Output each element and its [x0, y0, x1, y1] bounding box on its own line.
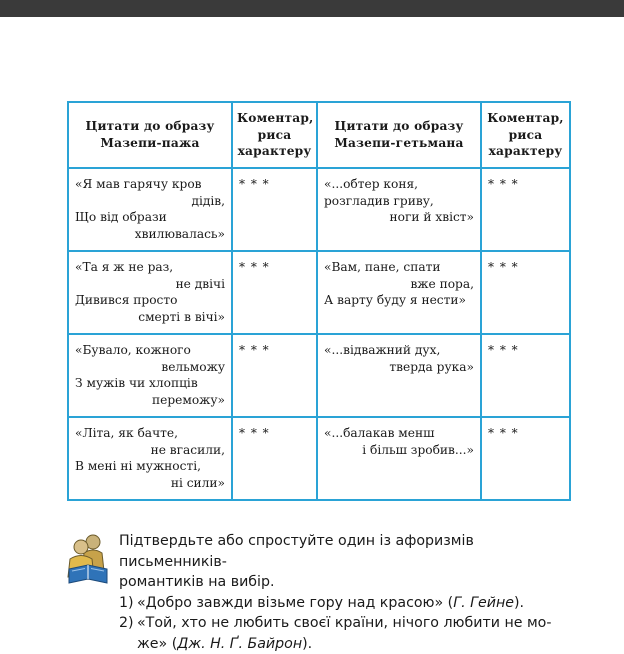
- placeholder-stars: * * *: [488, 425, 563, 442]
- item-text: «Той, хто не любить своєї країни, нічого любити не мо-: [137, 615, 551, 631]
- placeholder-stars: * * *: [488, 176, 563, 193]
- quote-line: не двічі: [75, 276, 225, 293]
- task-intro-line-2: романтиків на вибір.: [119, 572, 573, 593]
- task-intro-line-1: Підтвердьте або спростуйте один із афоризмів письменників-: [119, 531, 573, 572]
- placeholder-stars: * * *: [488, 259, 563, 276]
- header-comment-2: Коментар, риса характеру: [481, 102, 570, 168]
- comment-cell: [232, 334, 317, 417]
- quote-line: хвилювалась»: [75, 226, 225, 243]
- quote-line: смерті в вічі»: [75, 309, 225, 326]
- two-readers-icon: [66, 533, 110, 585]
- quote-hetman-cell: [317, 251, 481, 334]
- quote-line: «...балакав менш: [324, 425, 474, 442]
- quote-hetman-cell: [317, 168, 481, 251]
- item-number: 1): [119, 593, 137, 614]
- quote-line: і більш зробив...»: [324, 442, 474, 459]
- quote-line: вельможу: [75, 359, 225, 376]
- placeholder-stars: * * *: [239, 425, 310, 442]
- quote-line: А варту буду я нести»: [324, 292, 474, 309]
- list-item: [119, 613, 573, 634]
- quote-line: переможу»: [75, 392, 225, 409]
- list-item-continuation: [119, 634, 573, 654]
- item-text: «Добро завжди візьме гору над красою» (: [137, 595, 453, 611]
- quote-page-cell: [68, 251, 232, 334]
- comment-cell: [481, 168, 570, 251]
- quote-line: «...відважний дух,: [324, 342, 474, 359]
- quote-hetman-cell: [317, 334, 481, 417]
- table-row: [68, 168, 570, 251]
- quote-line: Дивився просто: [75, 292, 225, 309]
- quote-line: дідів,: [75, 193, 225, 210]
- quotes-table: [67, 101, 571, 501]
- item-author: Г. Гейне: [453, 595, 514, 611]
- placeholder-stars: * * *: [239, 176, 310, 193]
- comment-cell: [481, 251, 570, 334]
- comment-cell: [481, 334, 570, 417]
- item-tail: ).: [302, 636, 312, 652]
- quote-page-cell: [68, 334, 232, 417]
- quote-line: «Я мав гарячу кров: [75, 176, 225, 193]
- quote-line: тверда рука»: [324, 359, 474, 376]
- placeholder-stars: * * *: [488, 342, 563, 359]
- quote-line: Що від образи: [75, 209, 225, 226]
- quote-hetman-cell: [317, 417, 481, 500]
- item-number: 2): [119, 613, 137, 634]
- quote-line: В мені ні мужності,: [75, 458, 225, 475]
- placeholder-stars: * * *: [239, 342, 310, 359]
- item-author: Дж. Н. Ґ. Байрон: [177, 636, 302, 652]
- quote-page-cell: [68, 417, 232, 500]
- item-tail: ).: [514, 595, 524, 611]
- placeholder-stars: * * *: [239, 259, 310, 276]
- header-hetman-quotes: Цитати до образу Мазепи-гетьмана: [317, 102, 481, 168]
- table-header-row: [68, 102, 570, 168]
- table-row: [68, 417, 570, 500]
- list-item: [119, 593, 573, 614]
- task-text: [119, 531, 573, 654]
- item-text: же» (: [137, 636, 177, 652]
- quote-line: розгладив гриву,: [324, 193, 474, 210]
- header-comment-1: Коментар, риса характеру: [232, 102, 317, 168]
- table-row: [68, 334, 570, 417]
- top-bar: [0, 0, 624, 17]
- quote-page-cell: [68, 168, 232, 251]
- quote-line: «Бувало, кожного: [75, 342, 225, 359]
- quote-line: ні сили»: [75, 475, 225, 492]
- quote-line: вже пора,: [324, 276, 474, 293]
- quote-line: З мужів чи хлопців: [75, 375, 225, 392]
- comment-cell: [232, 168, 317, 251]
- comment-cell: [232, 251, 317, 334]
- quote-line: «Та я ж не раз,: [75, 259, 225, 276]
- quote-line: не вгасили,: [75, 442, 225, 459]
- comment-cell: [232, 417, 317, 500]
- comment-cell: [481, 417, 570, 500]
- table-row: [68, 251, 570, 334]
- header-page-quotes: Цитати до образу Мазепи-пажа: [68, 102, 232, 168]
- quote-line: «Літа, як бачте,: [75, 425, 225, 442]
- quote-line: «Вам, пане, спати: [324, 259, 474, 276]
- quote-line: ноги й хвіст»: [324, 209, 474, 226]
- quote-line: «...обтер коня,: [324, 176, 474, 193]
